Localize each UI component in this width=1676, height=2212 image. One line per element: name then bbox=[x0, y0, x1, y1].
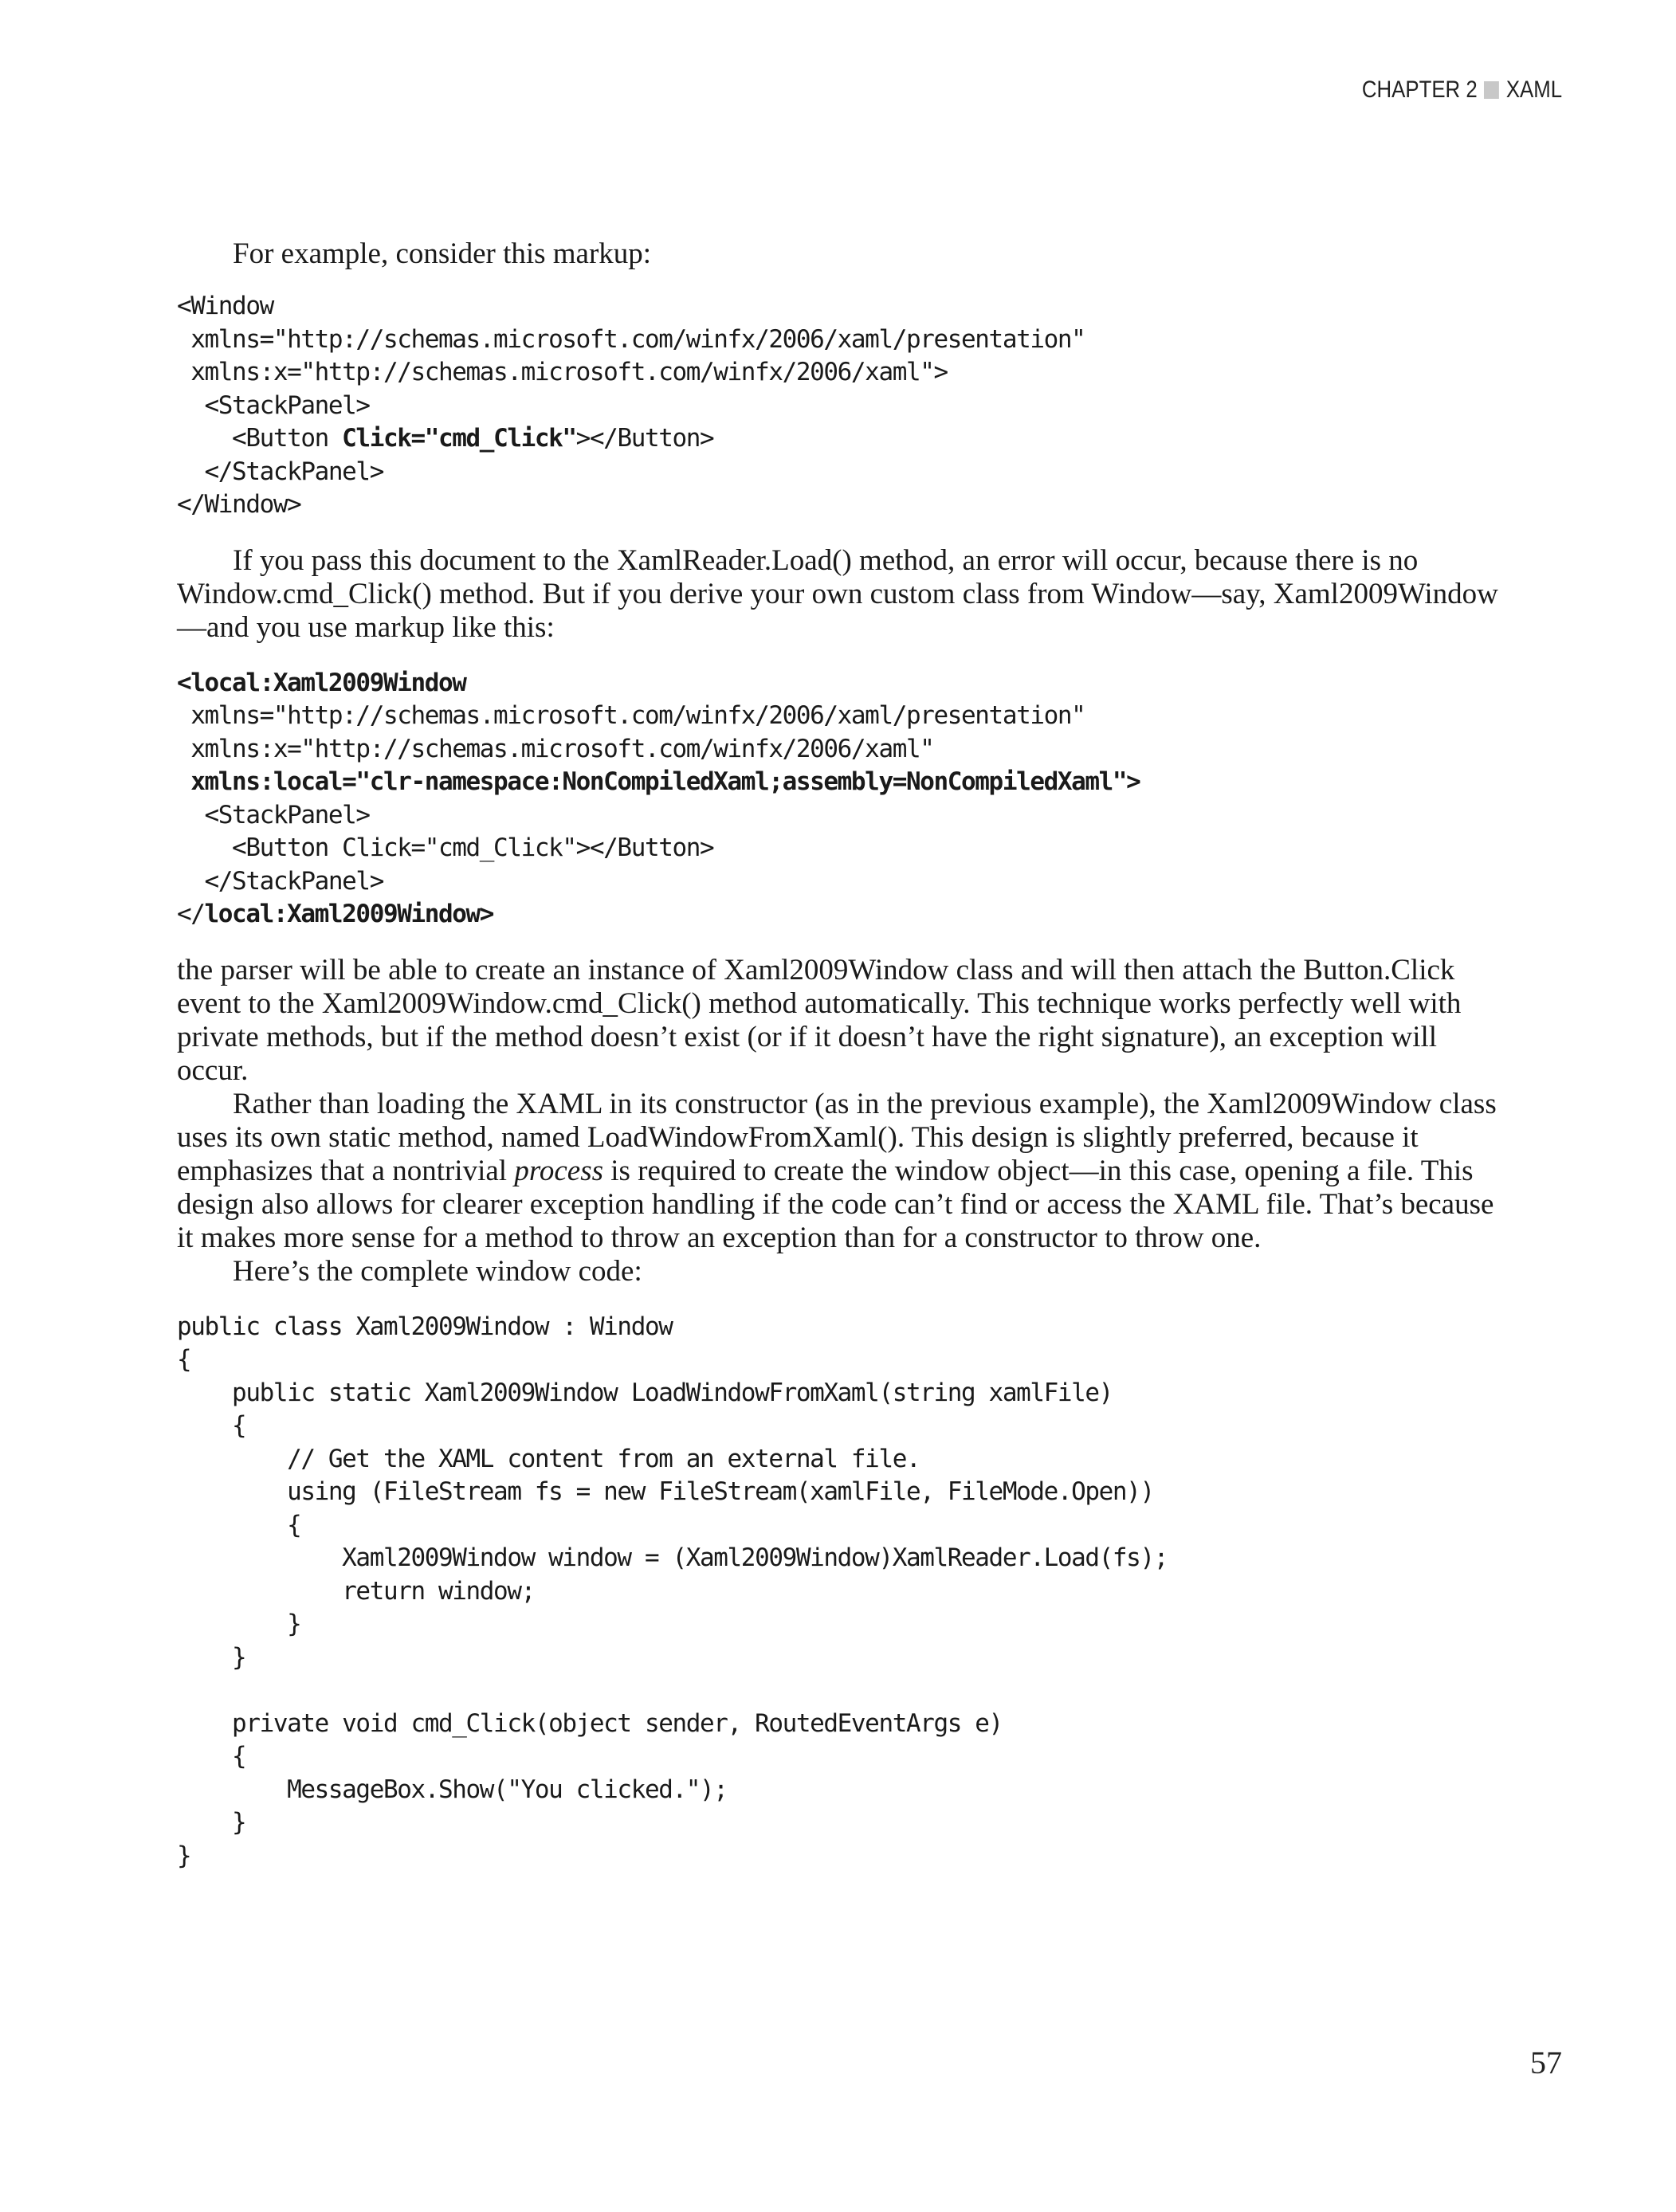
code-line: } bbox=[177, 1642, 246, 1672]
paragraph-parser: the parser will be able to create an instance of Xaml2009Window class and will then attach the Button.Click event to the Xaml2009Window.cmd_Click() method automatically. This technique works perfectly well with private methods, but if the method doesn’t exist (or if it doesn’t have the right signature), an exception will occur. bbox=[177, 953, 1462, 1087]
code-block-window-class bbox=[177, 1311, 1508, 1873]
code-line: return window; bbox=[177, 1576, 535, 1606]
code-highlight: Click="cmd_Click" bbox=[342, 424, 576, 453]
code-line-highlight: xmlns:local="clr-namespace:NonCompiledXaml;assembly=NonCompiledXaml"> bbox=[177, 767, 1140, 796]
code-line: </Window> bbox=[177, 490, 301, 519]
code-line: xmlns:x="http://schemas.microsoft.com/winfx/2006/xaml"> bbox=[177, 358, 948, 386]
code-block-window-markup bbox=[177, 290, 1508, 522]
paragraph-loadwindow bbox=[177, 1088, 1508, 1255]
code-line: xmlns="http://schemas.microsoft.com/winfx/2006/xaml/presentation" bbox=[177, 701, 1085, 730]
text-fragment: Rather than loading the XAML in its constructor (as in the previous example), the Xaml2009Window class uses its own static method, named LoadWindowFromXaml(). This design is slightly preferred, because it emphasizes that a nontrivial bbox=[177, 1087, 1497, 1187]
code-line: </StackPanel> bbox=[177, 457, 383, 486]
paragraph-intro: For example, consider this markup: bbox=[233, 237, 652, 270]
code-line: { bbox=[177, 1411, 246, 1440]
code-line: <StackPanel> bbox=[177, 800, 370, 830]
paragraph-xamlreader: If you pass this document to the XamlReader.Load() method, an error will occur, because there is no Window.cmd_Click() method. But if you derive your own custom class from Window—say, Xaml2009Window—and you use markup like this: bbox=[177, 543, 1498, 644]
separator-square-icon bbox=[1484, 81, 1499, 99]
code-line bbox=[177, 1674, 1508, 1708]
text-fragment: is required to create the window object—in this case, opening a file. This design also allows for clearer exception handling if the code can’t find or access the XAML file. That’s because it makes more sense for a method to throw an exception than for a constructor to throw one. bbox=[177, 1154, 1494, 1254]
code-highlight: local:Xaml2009Window> bbox=[204, 900, 494, 928]
code-line: <StackPanel> bbox=[177, 390, 370, 420]
paragraph-code-intro: Here’s the complete window code: bbox=[233, 1254, 642, 1288]
code-block-local-window-markup bbox=[177, 667, 1508, 931]
code-line bbox=[177, 667, 1508, 700]
code-line: // Get the XAML content from an external file. bbox=[177, 1444, 920, 1473]
code-line: } bbox=[177, 1610, 301, 1638]
code-line: xmlns:x="http://schemas.microsoft.com/winfx/2006/xaml" bbox=[177, 734, 934, 763]
code-line: public class Xaml2009Window : Window bbox=[177, 1312, 673, 1341]
code-line bbox=[177, 422, 1508, 456]
code-line: public static Xaml2009Window LoadWindowFromXaml(string xamlFile) bbox=[177, 1378, 1113, 1407]
code-line bbox=[177, 898, 1508, 931]
section-label: XAML bbox=[1505, 76, 1562, 103]
code-line: <Button Click="cmd_Click"></Button> bbox=[177, 833, 714, 862]
code-line: <Window bbox=[177, 292, 273, 320]
code-highlight: < bbox=[177, 668, 191, 697]
code-highlight: local:Xaml2009Window bbox=[190, 668, 466, 697]
code-line: MessageBox.Show("You clicked."); bbox=[177, 1775, 728, 1804]
code-fragment: ></Button> bbox=[575, 424, 714, 453]
code-line: using (FileStream fs = new FileStream(xamlFile, FileMode.Open)) bbox=[177, 1477, 1154, 1506]
code-fragment: <Button bbox=[177, 424, 343, 453]
code-fragment: </ bbox=[177, 900, 205, 928]
code-line: xmlns="http://schemas.microsoft.com/winfx/2006/xaml/presentation" bbox=[177, 324, 1085, 354]
code-line: { bbox=[177, 1345, 191, 1374]
page-number: 57 bbox=[1530, 2045, 1562, 2081]
chapter-label: CHAPTER 2 bbox=[1361, 76, 1478, 103]
code-line: private void cmd_Click(object sender, RoutedEventArgs e) bbox=[177, 1708, 1003, 1738]
code-line: </StackPanel> bbox=[177, 866, 383, 896]
code-line: { bbox=[177, 1510, 301, 1539]
page-content bbox=[177, 237, 1508, 1873]
code-line: Xaml2009Window window = (Xaml2009Window)XamlReader.Load(fs); bbox=[177, 1543, 1168, 1572]
code-line: } bbox=[177, 1841, 191, 1870]
running-head bbox=[1362, 76, 1562, 104]
code-line: { bbox=[177, 1742, 246, 1771]
emphasis-text: process bbox=[514, 1154, 603, 1187]
code-line: } bbox=[177, 1808, 246, 1837]
